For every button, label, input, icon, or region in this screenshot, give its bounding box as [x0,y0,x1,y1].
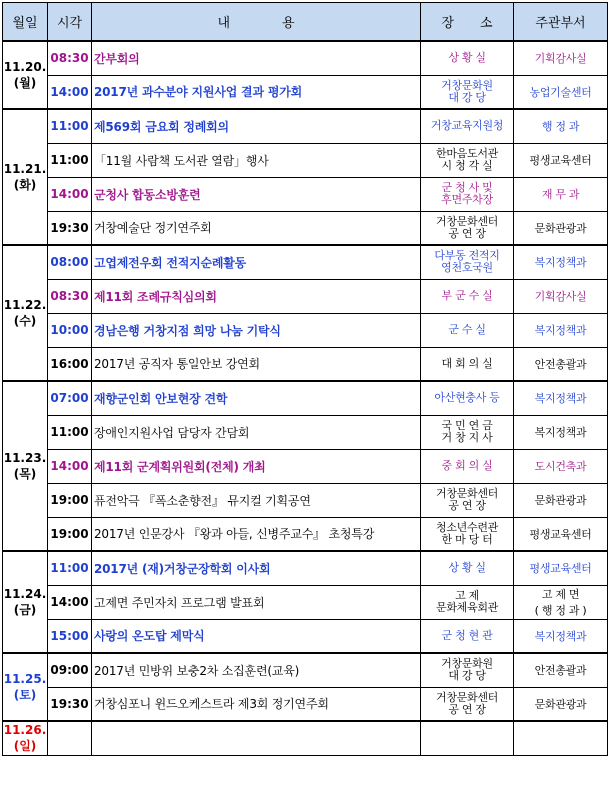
place-line: 영천호국원 [441,261,493,275]
date-text: 11.26. [3,723,47,738]
header-row [3,3,608,42]
schedule-table [2,2,608,756]
weekday-text: (목) [13,467,37,481]
time-cell: 10:00 [48,313,92,347]
place-line: 거창문화센터 [436,690,498,704]
place-line: 군 청 현 관 [441,628,493,642]
place-line: 문화체육회관 [436,601,498,614]
date-cell [3,381,48,551]
event-title-cell: 2017년 (재)거창군장학회 이사회 [92,551,421,585]
date-text: 11.24. [3,587,47,601]
place-line: 거창문화원 [441,78,493,92]
date-cell [3,721,48,755]
place-line: 청소년수련관 [436,520,498,534]
time-cell: 08:30 [48,41,92,75]
place-line: 거창문화센터 [436,214,498,228]
place-line: 국 민 연 금 [441,419,493,432]
time-cell: 09:00 [48,653,92,687]
dept-cell: 평생교육센터 [514,517,608,551]
dept-cell: 평생교육센터 [514,551,608,585]
place-line: 거창문화원 [441,657,493,671]
place-cell [421,381,514,415]
schedule-body [3,41,608,755]
date-cell [3,109,48,245]
dept-cell: 복지정책과 [514,415,608,449]
event-title-cell: 간부회의 [92,41,421,75]
time-cell: 19:30 [48,687,92,721]
event-title-cell: 고엽제전우회 전적지순례활동 [92,245,421,279]
event-title-cell: 제11회 군계획위원회(전체) 개최 [92,449,421,483]
event-title-cell: 2017년 공직자 통일안보 강연회 [92,347,421,381]
time-cell: 07:00 [48,381,92,415]
dept-cell: 문화관광과 [514,211,608,245]
event-title-cell: 2017년 인문강사 『왕과 아들, 신병주교수』 초청특강 [92,517,421,551]
place-cell [421,177,514,211]
header-content: 내 용 [92,3,421,42]
weekday-text: (일) [13,739,37,754]
place-line: 거 창 지 사 [441,431,493,444]
dept-cell: 복지정책과 [514,313,608,347]
time-cell: 16:00 [48,347,92,381]
dept-cell: 농업기술센터 [514,75,608,109]
place-cell [421,585,514,619]
place-line: 한마음도서관 [436,147,498,160]
place-line: 대 강 당 [448,669,486,683]
weekday-text: (화) [13,178,37,192]
dept-line: ( 행 정 과 ) [534,604,587,617]
table-row [3,75,608,109]
place-cell [421,449,514,483]
dept-cell: 행 정 과 [514,109,608,143]
table-row [3,41,608,75]
table-row [3,517,608,551]
event-title-cell: 제569회 금요회 정례회의 [92,109,421,143]
dept-cell: 평생교육센터 [514,143,608,177]
dept-cell [514,721,608,755]
weekday-text: (수) [13,314,37,328]
dept-cell: 문화관광과 [514,483,608,517]
time-cell: 08:00 [48,245,92,279]
place-cell [421,347,514,381]
place-cell [421,653,514,687]
event-title-cell: 거창예술단 정기연주회 [92,211,421,245]
place-line: 대 회 의 실 [441,356,493,370]
dept-cell: 기획감사실 [514,279,608,313]
dept-cell: 도시건축과 [514,449,608,483]
table-row [3,279,608,313]
place-cell [421,551,514,585]
time-cell: 19:00 [48,517,92,551]
date-cell [3,245,48,381]
place-line: 한 마 당 터 [441,532,493,546]
place-line: 부 군 수 실 [441,289,493,302]
table-row [3,109,608,143]
place-cell [421,41,514,75]
date-text: 11.20. [3,60,47,74]
dept-cell: 복지정책과 [514,619,608,653]
place-line: 군 수 실 [448,323,486,336]
place-line: 시 청 각 실 [441,159,493,172]
place-cell [421,245,514,279]
weekday-text: (월) [13,76,37,90]
date-text: 11.25. [3,672,47,686]
event-title-cell: 「11월 사람책 도서관 열람」행사 [92,143,421,177]
event-title-cell: 재향군인회 안보현장 견학 [92,381,421,415]
table-row [3,143,608,177]
place-line: 상 황 실 [448,561,486,575]
weekday-text: (금) [13,603,37,617]
table-row [3,653,608,687]
time-cell: 11:00 [48,551,92,585]
dept-cell: 복지정책과 [514,245,608,279]
time-cell: 11:00 [48,109,92,143]
date-text: 11.22. [3,298,47,312]
event-title-cell: 퓨전악극 『폭소춘향전』 뮤지컬 기획공연 [92,483,421,517]
place-line: 거창교육지원청 [430,119,504,133]
dept-cell: 안전총괄과 [514,347,608,381]
table-row [3,687,608,721]
time-cell: 14:00 [48,177,92,211]
time-cell: 11:00 [48,415,92,449]
table-row [3,585,608,619]
place-line: 공 연 장 [448,499,486,512]
date-cell [3,41,48,109]
time-cell: 11:00 [48,143,92,177]
place-line: 아산현충사 등 [434,391,500,405]
date-cell [3,653,48,721]
dept-cell: 복지정책과 [514,381,608,415]
header-time: 시각 [48,3,92,42]
date-text: 11.23. [3,451,47,465]
place-cell [421,279,514,313]
table-row [3,619,608,653]
place-line: 후면주차장 [441,193,493,206]
place-cell [421,109,514,143]
place-line: 군 청 사 및 [441,181,493,194]
place-line: 상 황 실 [448,51,486,65]
place-line: 다부동 전적지 [434,249,500,263]
event-title-cell [92,721,421,755]
event-title-cell: 거창심포니 윈드오케스트라 제3회 정기연주회 [92,687,421,721]
place-cell [421,517,514,551]
place-line: 고 제 [455,589,479,602]
table-row [3,313,608,347]
dept-cell: 재 무 과 [514,177,608,211]
dept-line: 고 제 면 [541,588,580,601]
time-cell [48,721,92,755]
weekday-text: (토) [13,688,37,702]
time-cell: 14:00 [48,75,92,109]
dept-cell: 문화관광과 [514,687,608,721]
table-row [3,177,608,211]
place-line: 거창문화센터 [436,487,498,500]
place-cell [421,721,514,755]
event-title-cell: 장애인지원사업 담당자 간담회 [92,415,421,449]
header-dept: 주관부서 [514,3,608,42]
place-cell [421,75,514,109]
place-cell [421,619,514,653]
place-cell [421,687,514,721]
event-title-cell: 2017년 과수분야 지원사업 결과 평가회 [92,75,421,109]
time-cell: 15:00 [48,619,92,653]
table-row [3,483,608,517]
time-cell: 08:30 [48,279,92,313]
date-cell [3,551,48,653]
table-row [3,381,608,415]
event-title-cell: 군청사 합동소방훈련 [92,177,421,211]
table-row [3,245,608,279]
time-cell: 14:00 [48,585,92,619]
place-cell [421,143,514,177]
event-title-cell: 2017년 민방위 보충2차 소집훈련(교육) [92,653,421,687]
event-title-cell: 사랑의 온도탑 제막식 [92,619,421,653]
time-cell: 19:00 [48,483,92,517]
header-date: 월일 [3,3,48,42]
table-row [3,449,608,483]
place-cell [421,415,514,449]
event-title-cell: 경남은행 거창지점 희망 나눔 기탁식 [92,313,421,347]
table-row [3,347,608,381]
time-cell: 14:00 [48,449,92,483]
place-cell [421,313,514,347]
table-row [3,415,608,449]
place-line: 공 연 장 [448,702,486,716]
place-line: 대 강 당 [448,90,486,104]
date-text: 11.21. [3,162,47,176]
dept-cell: 기획감사실 [514,41,608,75]
dept-cell: 안전총괄과 [514,653,608,687]
table-row [3,721,608,755]
place-line: 중 회 의 실 [441,459,493,472]
place-cell [421,211,514,245]
event-title-cell: 제11회 조례규칙심의회 [92,279,421,313]
event-title-cell: 고제면 주민자치 프로그램 발표회 [92,585,421,619]
dept-cell [514,585,608,619]
place-line: 공 연 장 [448,226,486,240]
table-row [3,211,608,245]
place-cell [421,483,514,517]
table-row [3,551,608,585]
time-cell: 19:30 [48,211,92,245]
header-place: 장 소 [421,3,514,42]
